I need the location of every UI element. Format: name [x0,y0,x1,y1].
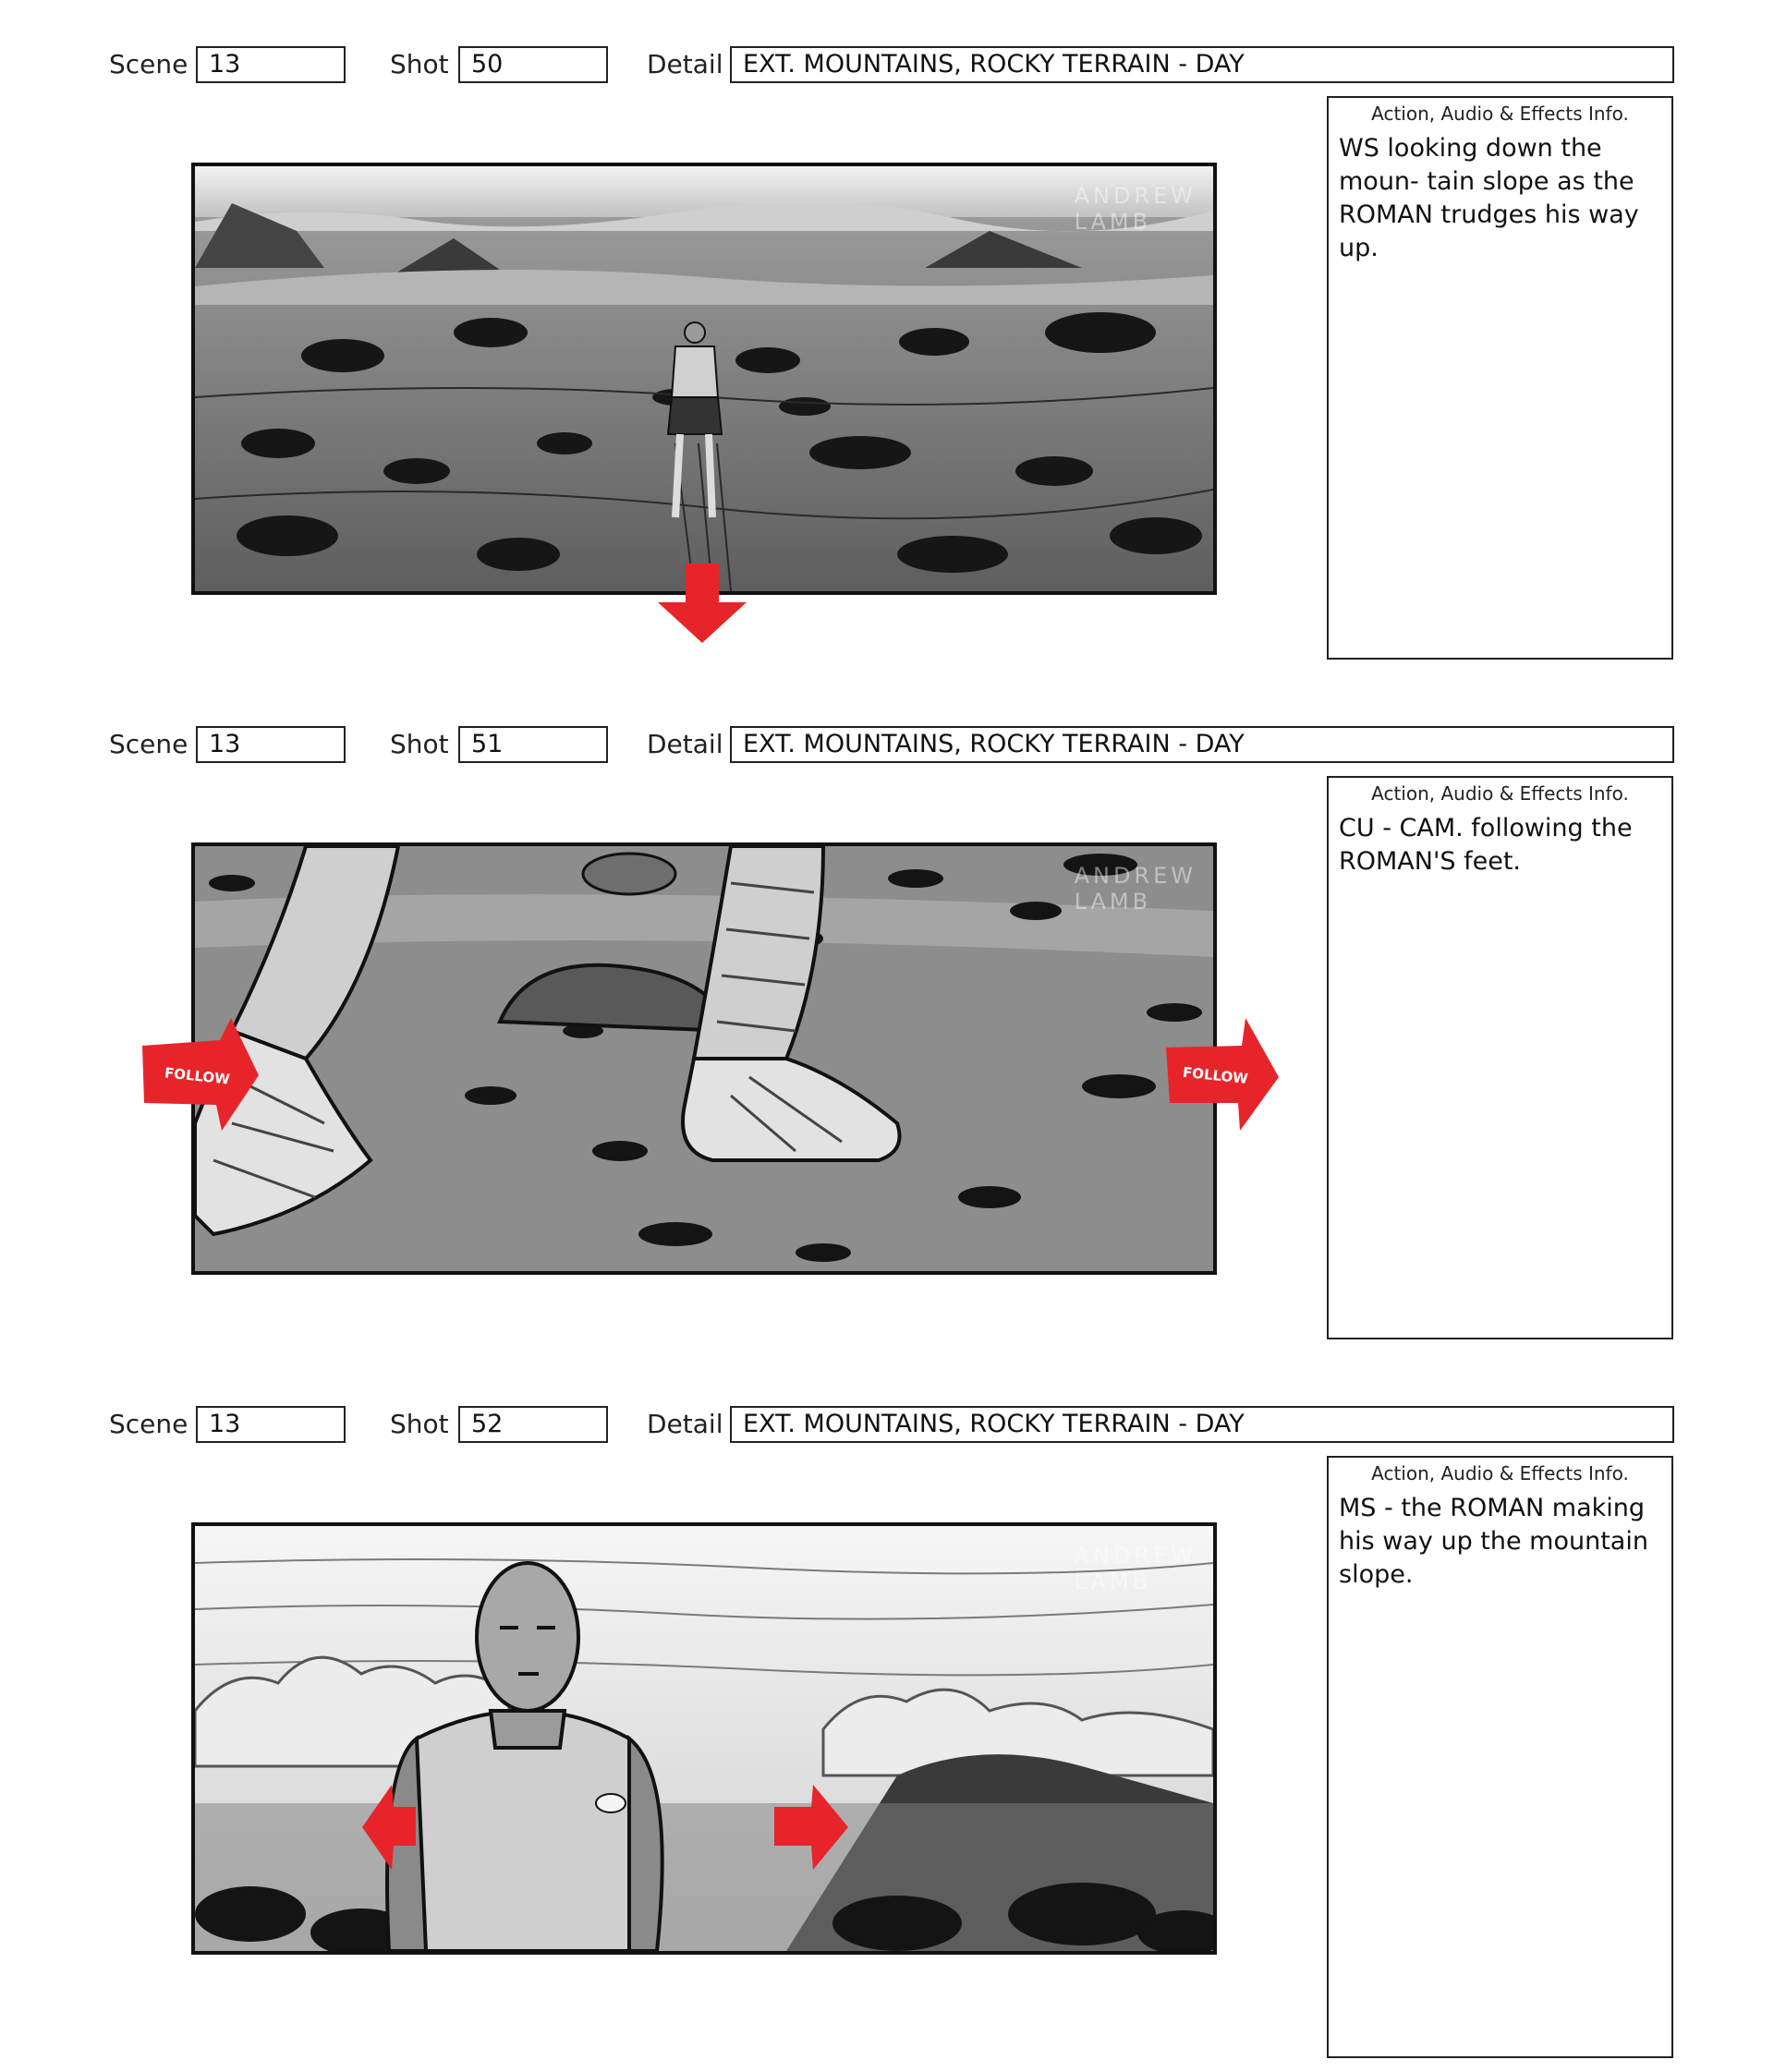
notes-text: WS looking down the moun- tain slope as the ROMAN trudges his way up. [1339,134,1639,262]
storyboard-frame [191,163,1217,595]
scene-field: 13 [196,726,346,763]
detail-label: Detail [647,49,723,79]
storyboard-panel-3 [0,1393,1774,2072]
watermark-line-1: ANDREW [1074,1543,1197,1569]
scene-label: Scene [109,729,188,759]
wide-shot-illustration [195,166,1213,591]
shot-label: Shot [390,729,449,759]
notes-text: MS - the ROMAN making his way up the mountain slope. [1339,1494,1648,1589]
watermark-line-2: LAMB [1074,1569,1152,1594]
left-arrow-icon [362,1785,416,1870]
watermark-line-1: ANDREW [1074,183,1197,209]
storyboard-panel-2 [0,713,1774,1392]
detail-field: EXT. MOUNTAINS, ROCKY TERRAIN - DAY [730,1406,1674,1443]
shot-field: 51 [458,726,608,763]
scene-label: Scene [109,49,188,79]
medium-shot-illustration [195,1526,1213,1951]
storyboard-panel-1 [0,33,1774,712]
down-arrow-icon [658,563,747,643]
follow-label: FOLLOW [1182,1063,1249,1087]
storyboard-frame [191,1522,1217,1955]
shot-label: Shot [390,49,449,79]
scene-label: Scene [109,1409,188,1439]
shot-field: 52 [458,1406,608,1443]
detail-label: Detail [647,1409,723,1439]
notes-box [1327,96,1673,660]
watermark-line-1: ANDREW [1074,863,1197,889]
scene-field: 13 [196,46,346,83]
notes-text: CU - CAM. following the ROMAN'S feet. [1339,814,1633,876]
shot-label: Shot [390,1409,449,1439]
close-up-illustration [195,846,1213,1271]
detail-label: Detail [647,729,723,759]
follow-arrow-right-icon [1166,1018,1279,1131]
detail-field: EXT. MOUNTAINS, ROCKY TERRAIN - DAY [730,726,1674,763]
notes-box [1327,776,1673,1339]
shot-field: 50 [458,46,608,83]
scene-field: 13 [196,1406,346,1443]
watermark [1075,183,1197,235]
detail-field: EXT. MOUNTAINS, ROCKY TERRAIN - DAY [730,46,1674,83]
watermark [1075,863,1197,915]
watermark-line-2: LAMB [1074,889,1152,915]
watermark-line-2: LAMB [1074,209,1152,235]
follow-arrow-left-icon [142,1018,259,1131]
notes-header: Action, Audio & Effects Info. [1371,782,1629,805]
right-arrow-icon [774,1785,848,1870]
follow-label: FOLLOW [164,1064,231,1088]
watermark [1075,1543,1197,1594]
notes-box [1327,1456,1673,2058]
storyboard-frame [191,842,1217,1275]
notes-header: Action, Audio & Effects Info. [1371,1462,1629,1484]
notes-header: Action, Audio & Effects Info. [1371,103,1629,125]
